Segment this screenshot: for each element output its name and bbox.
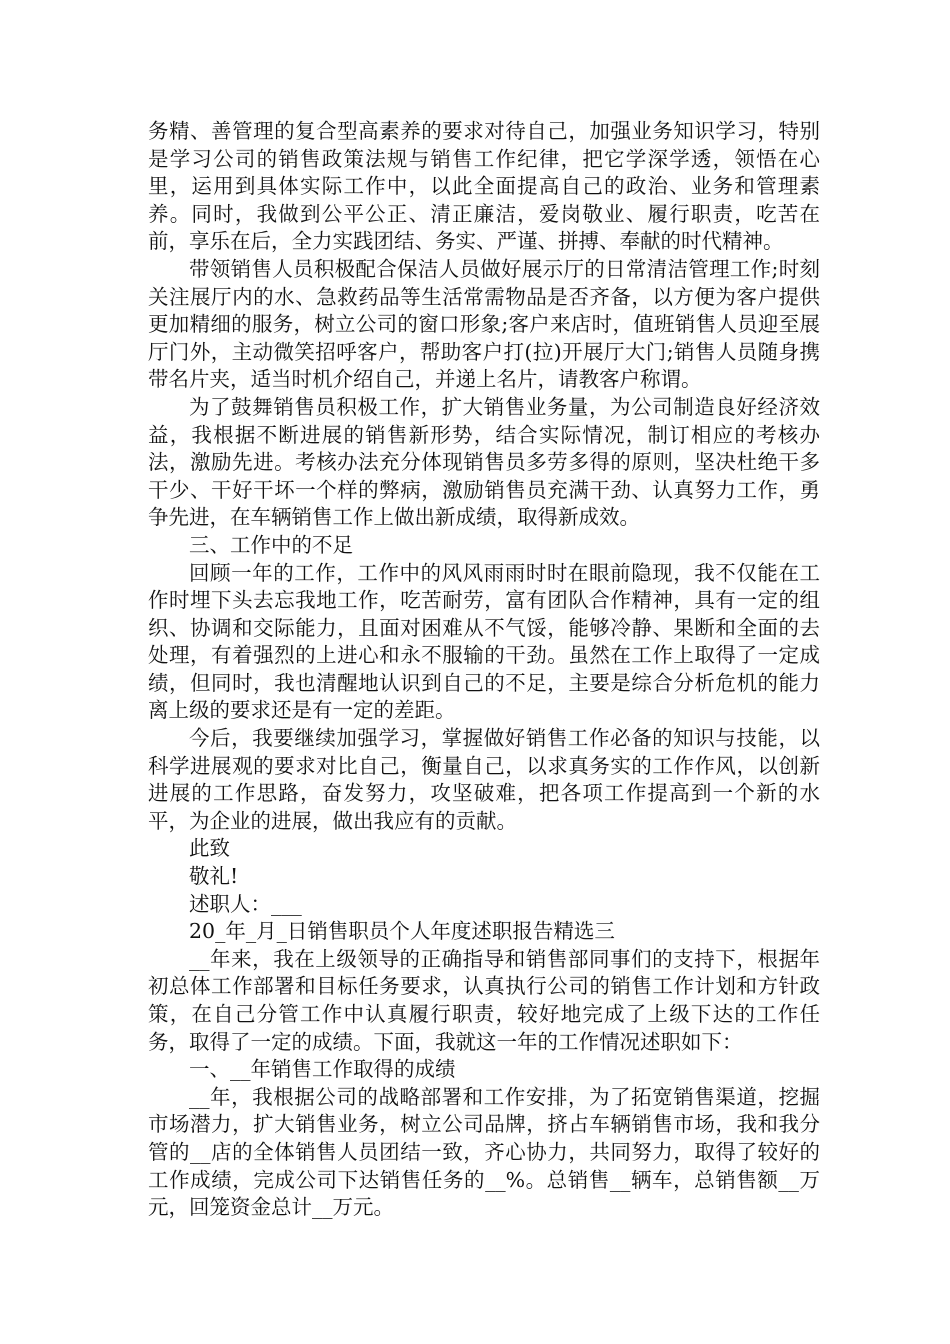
paragraph-2: 带领销售人员积极配合保洁人员做好展示厅的日常清洁管理工作;时刻关注展厅内的水、急救药品等生活常需物品是否齐备，以方便为客户提供更加精细的服务，树立公司的窗口形象;客户来店时，值班销售人员迎至展厅门外，主动微笑招呼客户，帮助客户打(拉)开展厅大门;销售人员随身携带名片夹，适当时机介绍自己，并递上名片，请教客户称谓。 [148, 256, 820, 392]
signature-line: 述职人：___ [189, 891, 302, 916]
paragraph-6: __年来，我在上级领导的正确指导和销售部同事们的支持下，根据年初总体工作部署和目标任务要求，认真执行公司的销售工作计划和方针政策，在自己分管工作中认真履行职责，较好地完成了上级下达的工作任务，取得了一定的成绩。下面，我就这一年的工作情况述职如下： [148, 946, 820, 1054]
report-title-three: 20_年_月_日销售职员个人年度述职报告精选三 [189, 919, 615, 944]
document-page [148, 118, 820, 1222]
section-heading-achievements: 一、__年销售工作取得的成绩 [189, 1057, 456, 1082]
section-heading-shortcomings: 三、工作中的不足 [189, 532, 353, 557]
paragraph-3: 为了鼓舞销售员积极工作，扩大销售业务量，为公司制造良好经济效益，我根据不断进展的销售新形势，结合实际情况，制订相应的考核办法，激励先进。考核办法充分体现销售员多劳多得的原则，坚决杜绝干多干少、干好干坏一个样的弊病，激励销售员充满干劲、认真努力工作，勇争先进，在车辆销售工作上做出新成绩，取得新成效。 [148, 394, 820, 530]
paragraph-4: 回顾一年的工作，工作中的风风雨雨时时在眼前隐现，我不仅能在工作时埋下头去忘我地工作，吃苦耐劳，富有团队合作精神，具有一定的组织、协调和交际能力，且面对困难从不气馁，能够冷静、果断和全面的去处理，有着强烈的上进心和永不服输的干劲。虽然在工作上取得了一定成绩，但同时，我也清醒地认识到自己的不足，主要是综合分析危机的能力离上级的要求还是有一定的差距。 [148, 560, 820, 723]
paragraph-7: __年，我根据公司的战略部署和工作安排，为了拓宽销售渠道，挖掘市场潜力，扩大销售业务，树立公司品牌，挤占车辆销售市场，我和我分管的__店的全体销售人员团结一致，齐心协力，共同努力，取得了较好的工作成绩，完成公司下达销售任务的__%。总销售__辆车，总销售额__万元，回笼资金总计__万元。 [148, 1084, 820, 1220]
paragraph-1: 务精、善管理的复合型高素养的要求对待自己，加强业务知识学习，特别是学习公司的销售政策法规与销售工作纪律，把它学深学透，领悟在心里，运用到具体实际工作中，以此全面提高自己的政治、业务和管理素养。同时，我做到公平公正、清正廉洁，爱岗敬业、履行职责，吃苦在前，享乐在后，全力实践团结、务实、严谨、拼搏、奉献的时代精神。 [148, 119, 820, 254]
closing-greeting-2: 敬礼! [189, 864, 239, 889]
paragraph-5: 今后，我要继续加强学习，掌握做好销售工作必备的知识与技能，以科学进展观的要求对比自己，衡量自己，以求真务实的工作作风，以创新进展的工作思路，奋发努力，攻坚破难，把各项工作提高到一个新的水平，为企业的进展，做出我应有的贡献。 [148, 726, 820, 833]
closing-greeting-1: 此致 [189, 836, 230, 861]
